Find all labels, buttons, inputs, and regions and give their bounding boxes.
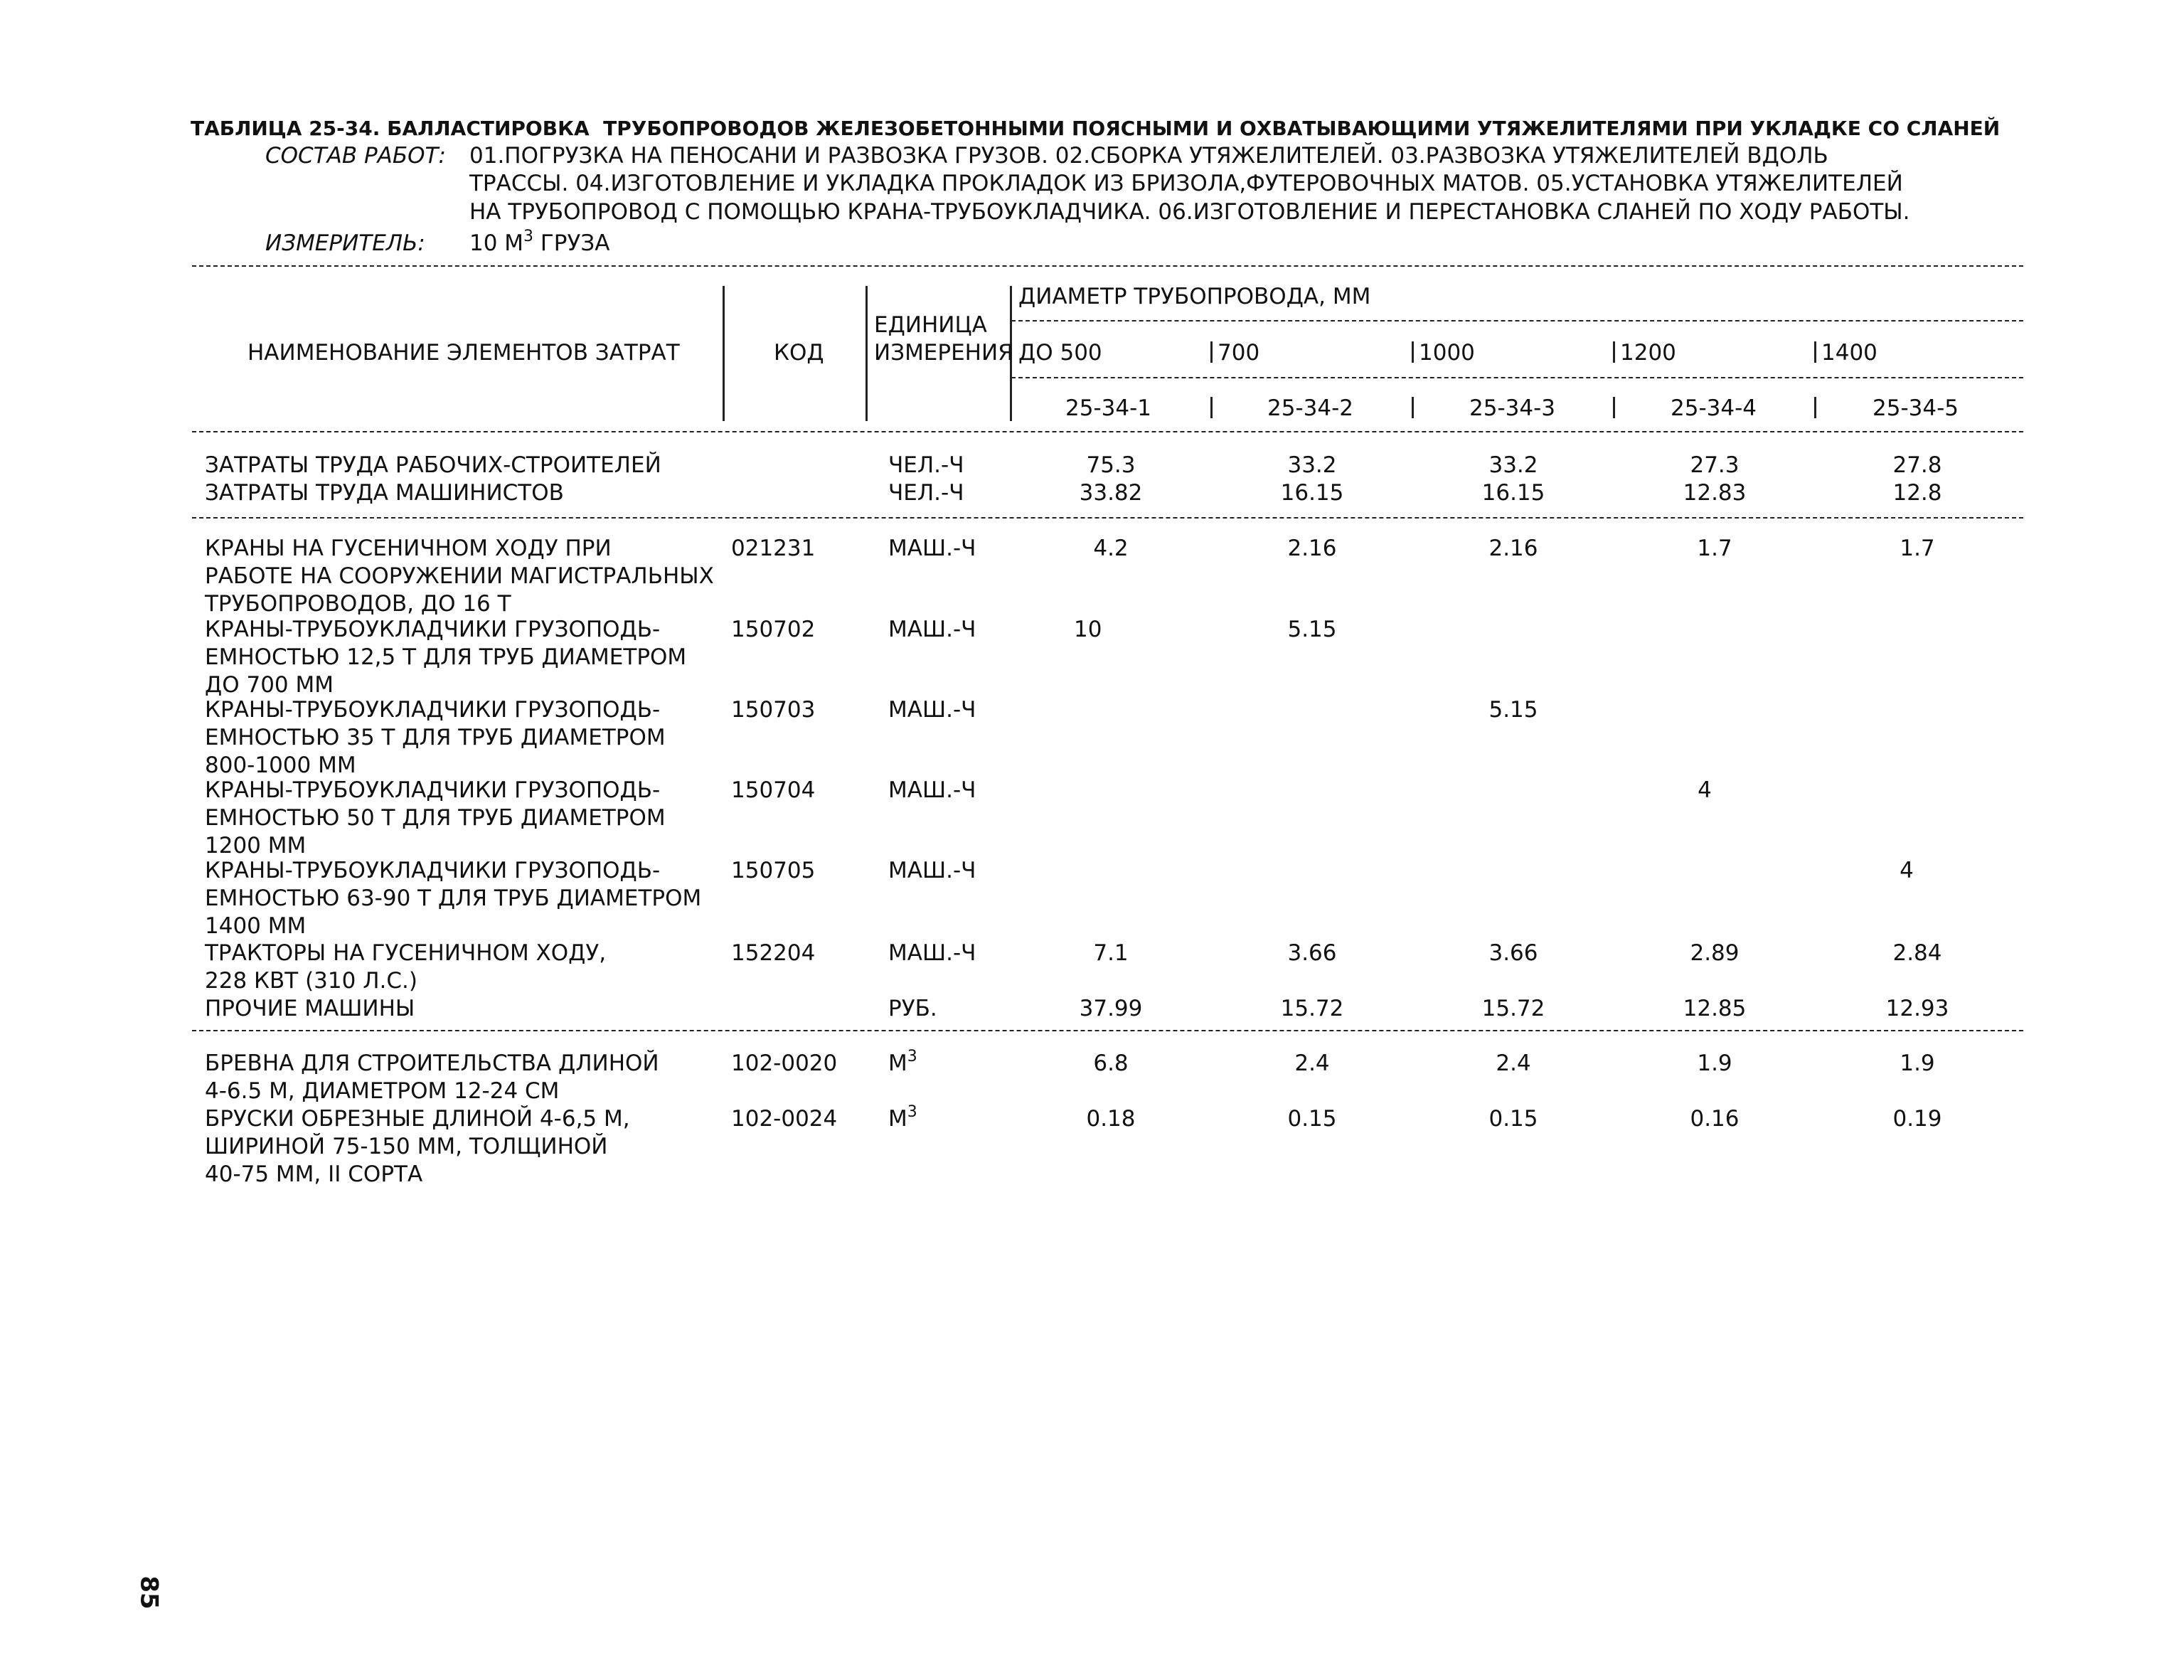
labor-2-v3: 16.15 bbox=[1481, 480, 1545, 506]
code-25-34-5: 25-34-5 bbox=[1873, 395, 1959, 421]
machine-6-v3: 3.66 bbox=[1488, 940, 1538, 966]
material-2-name-2: ШИРИНОЙ 75-150 ММ, ТОЛЩИНОЙ bbox=[205, 1134, 608, 1159]
code-25-34-1: 25-34-1 bbox=[1065, 395, 1151, 421]
diameter-700: 700 bbox=[1218, 340, 1260, 366]
labor-2-v1: 33.82 bbox=[1079, 480, 1143, 506]
labor-1-v1: 75.3 bbox=[1086, 452, 1136, 478]
machine-1-unit: МАШ.-Ч bbox=[888, 536, 976, 561]
machine-1-v2: 2.16 bbox=[1287, 536, 1337, 561]
divider-d700 bbox=[1210, 341, 1213, 363]
labor-name-1: ЗАТРАТЫ ТРУДА РАБОЧИХ-СТРОИТЕЛЕЙ bbox=[205, 452, 661, 478]
material-1-v1: 6.8 bbox=[1093, 1051, 1129, 1076]
machine-1-name-1: КРАНЫ НА ГУСЕНИЧНОМ ХОДУ ПРИ bbox=[205, 536, 612, 561]
labor-unit-2: ЧЕЛ.-Ч bbox=[888, 480, 964, 506]
machine-1-v1: 4.2 bbox=[1093, 536, 1129, 561]
machine-2-name-1: КРАНЫ-ТРУБОУКЛАДЧИКИ ГРУЗОПОДЬ- bbox=[205, 617, 661, 642]
machine-6-v5: 2.84 bbox=[1892, 940, 1942, 966]
material-1-code: 102-0020 bbox=[731, 1051, 838, 1076]
machine-4-name-1: КРАНЫ-ТРУБОУКЛАДЧИКИ ГРУЗОПОДЬ- bbox=[205, 777, 661, 803]
labor-1-v5: 27.8 bbox=[1892, 452, 1942, 478]
header-unit-2: ИЗМЕРЕНИЯ bbox=[874, 340, 1013, 366]
material-1-unit-sup: 3 bbox=[907, 1048, 917, 1065]
machine-7-name-1: ПРОЧИЕ МАШИНЫ bbox=[205, 996, 415, 1021]
material-2-unit-base: М bbox=[888, 1106, 907, 1132]
machine-3-unit: МАШ.-Ч bbox=[888, 697, 976, 723]
header-diameter-title: ДИАМЕТР ТРУБОПРОВОДА, ММ bbox=[1018, 284, 1371, 309]
page-number: 85 bbox=[134, 1575, 164, 1610]
divider-name-code bbox=[723, 286, 725, 421]
machine-3-name-1: КРАНЫ-ТРУБОУКЛАДЧИКИ ГРУЗОПОДЬ- bbox=[205, 697, 661, 723]
material-2-name-1: БРУСКИ ОБРЕЗНЫЕ ДЛИНОЙ 4-6,5 М, bbox=[205, 1106, 630, 1132]
machine-5-code: 150705 bbox=[731, 858, 816, 883]
machine-5-name-3: 1400 ММ bbox=[205, 913, 307, 939]
header-name: НАИМЕНОВАНИЕ ЭЛЕМЕНТОВ ЗАТРАТ bbox=[247, 340, 680, 366]
machine-6-name-1: ТРАКТОРЫ НА ГУСЕНИЧНОМ ХОДУ, bbox=[205, 940, 607, 966]
material-1-unit-base: М bbox=[888, 1051, 907, 1076]
material-2-unit-sup: 3 bbox=[907, 1103, 917, 1121]
machine-6-v4: 2.89 bbox=[1690, 940, 1740, 966]
material-2-v4: 0.16 bbox=[1690, 1106, 1740, 1132]
divider-code-unit bbox=[865, 286, 868, 421]
machine-4-name-2: ЕМНОСТЬЮ 50 Т ДЛЯ ТРУБ ДИАМЕТРОМ bbox=[205, 805, 666, 831]
izmeritel-suffix: ГРУЗА bbox=[533, 230, 610, 256]
machine-4-unit: МАШ.-Ч bbox=[888, 777, 976, 803]
sostav-label: СОСТАВ РАБОТ: bbox=[265, 143, 446, 169]
divider-c5 bbox=[1814, 397, 1816, 418]
machine-1-code: 021231 bbox=[731, 536, 816, 561]
machine-7-unit: РУБ. bbox=[888, 996, 937, 1021]
machine-2-v1: 10 bbox=[1074, 617, 1102, 642]
header-unit-1: ЕДИНИЦА bbox=[874, 312, 987, 338]
izmeritel-label: ИЗМЕРИТЕЛЬ: bbox=[265, 230, 425, 256]
divider-c2 bbox=[1210, 397, 1213, 418]
material-1-name-2: 4-6.5 М, ДИАМЕТРОМ 12-24 СМ bbox=[205, 1078, 560, 1104]
material-2-unit bbox=[888, 1103, 917, 1132]
material-1-v2: 2.4 bbox=[1294, 1051, 1330, 1076]
divider-d1400 bbox=[1814, 341, 1816, 363]
machine-5-name-2: ЕМНОСТЬЮ 63-90 Т ДЛЯ ТРУБ ДИАМЕТРОМ bbox=[205, 886, 702, 911]
material-2-name-3: 40-75 ММ, II СОРТА bbox=[205, 1161, 423, 1187]
sostav-line-3: НА ТРУБОПРОВОД С ПОМОЩЬЮ КРАНА-ТРУБОУКЛАДЧИКА. 06.ИЗГОТОВЛЕНИЕ И ПЕРЕСТАНОВКА СЛАНЕЙ ПО ХОДУ РАБОТЫ. bbox=[469, 199, 1910, 225]
machine-1-name-3: ТРУБОПРОВОДОВ, ДО 16 Т bbox=[205, 591, 511, 617]
machine-2-unit: МАШ.-Ч bbox=[888, 617, 976, 642]
machine-6-v1: 7.1 bbox=[1093, 940, 1129, 966]
labor-2-v2: 16.15 bbox=[1280, 480, 1344, 506]
machine-7-v5: 12.93 bbox=[1885, 996, 1949, 1021]
machine-6-v2: 3.66 bbox=[1287, 940, 1337, 966]
divider-c4 bbox=[1613, 397, 1615, 418]
code-25-34-4: 25-34-4 bbox=[1671, 395, 1757, 421]
machine-2-code: 150702 bbox=[731, 617, 816, 642]
material-2-v1: 0.18 bbox=[1086, 1106, 1136, 1132]
diameter-1200: 1200 bbox=[1620, 340, 1676, 366]
header-code: КОД bbox=[774, 340, 824, 366]
machine-1-v5: 1.7 bbox=[1900, 536, 1935, 561]
material-2-v5: 0.19 bbox=[1892, 1106, 1942, 1132]
machine-3-v3: 5.15 bbox=[1488, 697, 1538, 723]
labor-unit-1: ЧЕЛ.-Ч bbox=[888, 452, 964, 478]
machine-1-name-2: РАБОТЕ НА СООРУЖЕНИИ МАГИСТРАЛЬНЫХ bbox=[205, 563, 714, 589]
machine-7-v2: 15.72 bbox=[1280, 996, 1344, 1021]
machine-3-name-3: 800-1000 ММ bbox=[205, 753, 356, 778]
machine-3-name-2: ЕМНОСТЬЮ 35 Т ДЛЯ ТРУБ ДИАМЕТРОМ bbox=[205, 725, 666, 750]
rule-diam2 bbox=[1011, 377, 2023, 378]
material-2-code: 102-0024 bbox=[731, 1106, 838, 1132]
rule-top bbox=[192, 265, 2023, 267]
rule-machines-bottom bbox=[192, 1030, 2023, 1031]
machine-5-unit: МАШ.-Ч bbox=[888, 858, 976, 883]
labor-2-v5: 12.8 bbox=[1892, 480, 1942, 506]
material-1-unit bbox=[888, 1048, 917, 1076]
rule-labor-bottom bbox=[192, 517, 2023, 519]
machine-7-v1: 37.99 bbox=[1079, 996, 1143, 1021]
machine-4-v4: 4 bbox=[1698, 777, 1712, 803]
machine-6-code: 152204 bbox=[731, 940, 816, 966]
izmeritel-number: 10 М bbox=[469, 230, 524, 256]
labor-1-v2: 33.2 bbox=[1287, 452, 1337, 478]
material-2-v2: 0.15 bbox=[1287, 1106, 1337, 1132]
machine-6-name-2: 228 КВТ (310 Л.С.) bbox=[205, 968, 417, 994]
table-title: ТАБЛИЦА 25-34. БАЛЛАСТИРОВКА ТРУБОПРОВОДОВ ЖЕЛЕЗОБЕТОННЫМИ ПОЯСНЫМИ И ОХВАТЫВАЮЩИМИ УТЯЖЕЛИТЕЛЯМИ ПРИ УКЛАДКЕ СО СЛАНЕЙ bbox=[191, 117, 2001, 140]
material-1-v5: 1.9 bbox=[1900, 1051, 1935, 1076]
machine-3-code: 150703 bbox=[731, 697, 816, 723]
rule-header-bottom bbox=[192, 431, 2023, 432]
sostav-line-2: ТРАССЫ. 04.ИЗГОТОВЛЕНИЕ И УКЛАДКА ПРОКЛАДОК ИЗ БРИЗОЛА,ФУТЕРОВОЧНЫХ МАТОВ. 05.УСТАНОВКА УТЯЖЕЛИТЕЛЕЙ bbox=[469, 171, 1903, 196]
machine-6-unit: МАШ.-Ч bbox=[888, 940, 976, 966]
labor-1-v3: 33.2 bbox=[1488, 452, 1538, 478]
sostav-line-1: 01.ПОГРУЗКА НА ПЕНОСАНИ И РАЗВОЗКА ГРУЗОВ. 02.СБОРКА УТЯЖЕЛИТЕЛЕЙ. 03.РАЗВОЗКА УТЯЖЕЛИТЕЛЕЙ ВДОЛЬ bbox=[469, 143, 1828, 169]
machine-7-v4: 12.85 bbox=[1683, 996, 1747, 1021]
machine-4-code: 150704 bbox=[731, 777, 816, 803]
machine-2-v2: 5.15 bbox=[1287, 617, 1337, 642]
machine-4-name-3: 1200 ММ bbox=[205, 833, 307, 858]
izmeritel-superscript: 3 bbox=[523, 228, 534, 245]
code-25-34-2: 25-34-2 bbox=[1267, 395, 1353, 421]
izmeritel-value bbox=[469, 228, 610, 256]
machine-5-v5: 4 bbox=[1900, 858, 1914, 883]
divider-d1000 bbox=[1412, 341, 1414, 363]
labor-2-v4: 12.83 bbox=[1683, 480, 1747, 506]
labor-name-2: ЗАТРАТЫ ТРУДА МАШИНИСТОВ bbox=[205, 480, 564, 506]
machine-5-name-1: КРАНЫ-ТРУБОУКЛАДЧИКИ ГРУЗОПОДЬ- bbox=[205, 858, 661, 883]
code-25-34-3: 25-34-3 bbox=[1469, 395, 1555, 421]
diameter-1400: 1400 bbox=[1821, 340, 1877, 366]
diameter-500: ДО 500 bbox=[1018, 340, 1102, 366]
material-1-v4: 1.9 bbox=[1697, 1051, 1732, 1076]
machine-7-v3: 15.72 bbox=[1481, 996, 1545, 1021]
divider-d1200 bbox=[1613, 341, 1615, 363]
divider-c3 bbox=[1412, 397, 1414, 418]
machine-2-name-3: ДО 700 ММ bbox=[205, 672, 334, 698]
machine-1-v4: 1.7 bbox=[1697, 536, 1732, 561]
material-2-v3: 0.15 bbox=[1488, 1106, 1538, 1132]
rule-diam bbox=[1011, 320, 2023, 321]
machine-2-name-2: ЕМНОСТЬЮ 12,5 Т ДЛЯ ТРУБ ДИАМЕТРОМ bbox=[205, 644, 687, 670]
labor-1-v4: 27.3 bbox=[1690, 452, 1740, 478]
material-1-name-1: БРЕВНА ДЛЯ СТРОИТЕЛЬСТВА ДЛИНОЙ bbox=[205, 1051, 659, 1076]
diameter-1000: 1000 bbox=[1419, 340, 1475, 366]
machine-1-v3: 2.16 bbox=[1488, 536, 1538, 561]
material-1-v3: 2.4 bbox=[1496, 1051, 1531, 1076]
